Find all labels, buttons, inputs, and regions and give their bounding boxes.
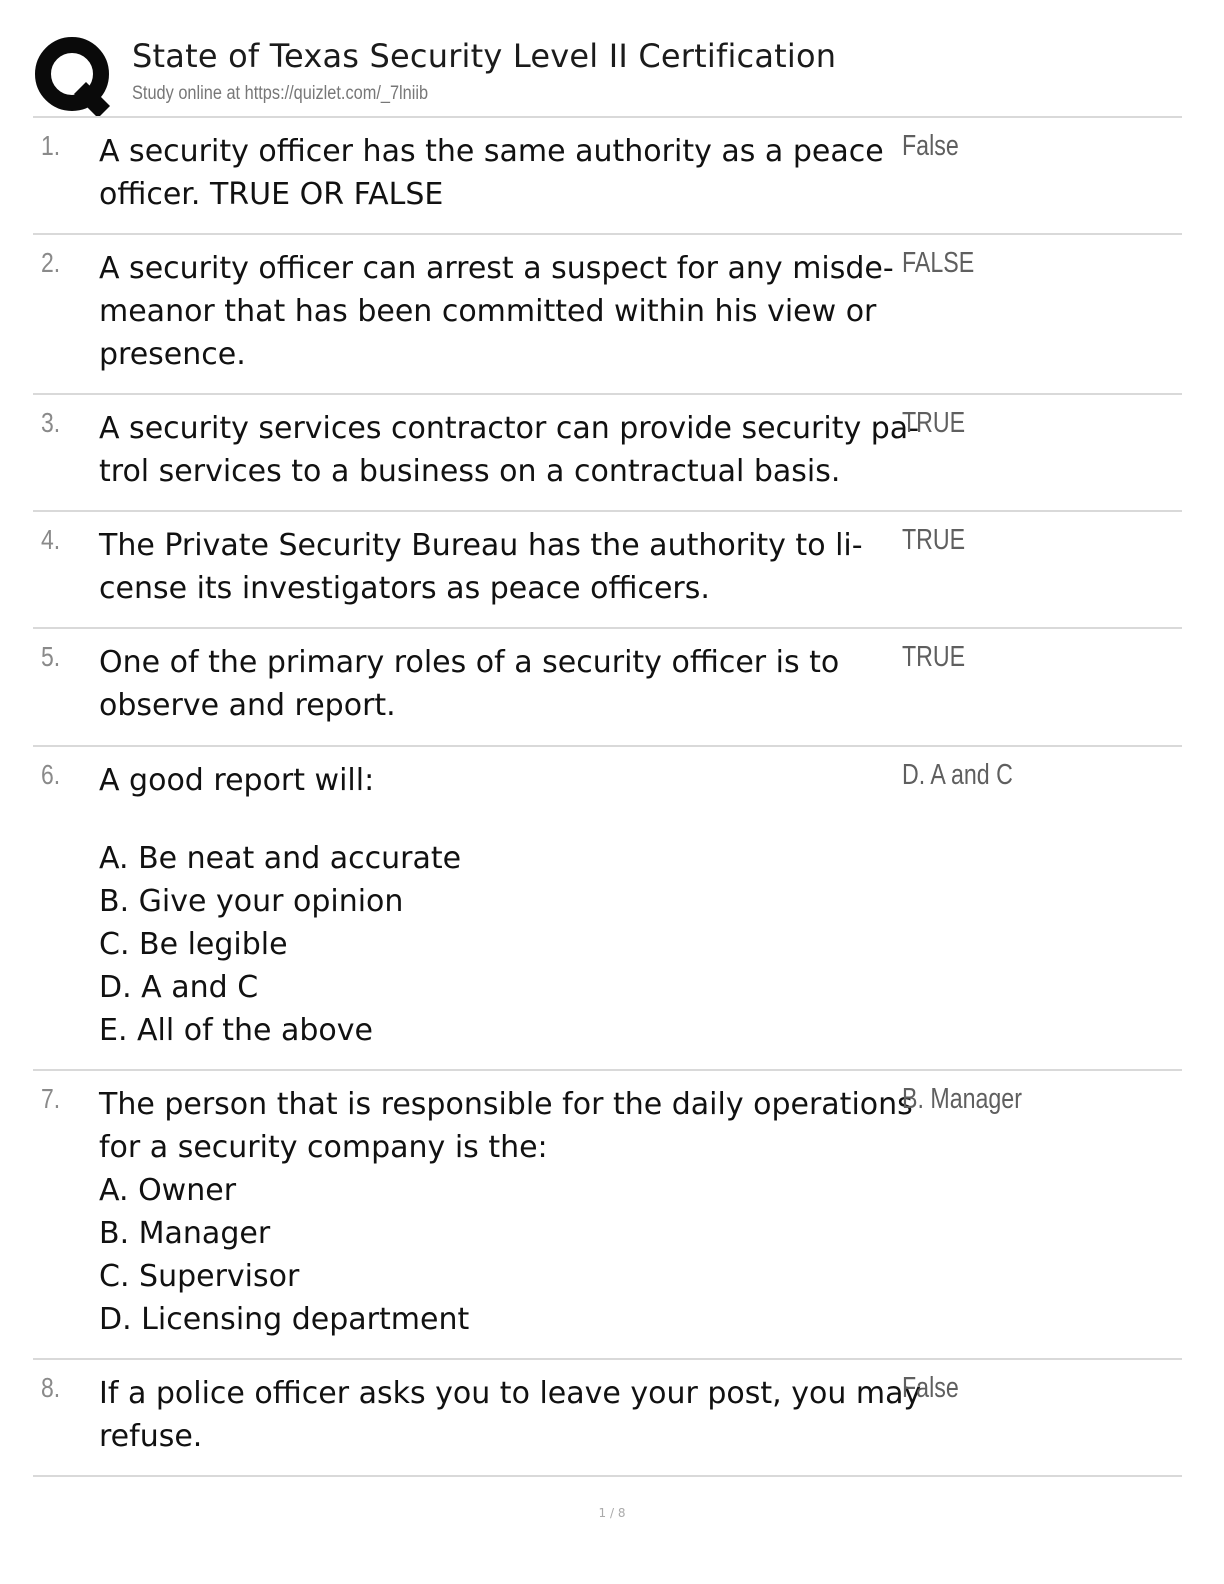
document-title: State of Texas Security Level II Certification	[132, 37, 837, 75]
question-number: 6.	[41, 759, 61, 790]
question-text	[99, 1083, 913, 1341]
answer-text: TRUE	[902, 641, 966, 673]
question-option: C. Supervisor	[99, 1259, 300, 1294]
question-number: 8.	[41, 1372, 61, 1403]
answer-text: False	[902, 1372, 959, 1404]
question-text	[99, 1372, 922, 1458]
question-number: 7.	[41, 1083, 61, 1114]
question-divider	[33, 627, 1182, 629]
header-divider	[33, 116, 1182, 118]
answer-text: False	[902, 130, 959, 162]
question-line: A security services contractor can provide security pa-	[99, 411, 920, 446]
answer-text: D. A and C	[902, 759, 1013, 791]
document-header	[34, 30, 1182, 116]
question-line: A security officer can arrest a suspect for any misde-	[99, 251, 894, 286]
answer-text: TRUE	[902, 524, 966, 556]
question-text	[99, 407, 920, 493]
question-option: B. Manager	[99, 1216, 271, 1251]
question-divider	[33, 1475, 1182, 1477]
question-divider	[33, 233, 1182, 235]
question-option: A. Be neat and accurate	[99, 841, 462, 876]
question-line: One of the primary roles of a security officer is to	[99, 645, 840, 680]
question-line: for a security company is the:	[99, 1130, 548, 1165]
question-option: C. Be legible	[99, 927, 288, 962]
question-divider	[33, 393, 1182, 395]
question-text	[99, 247, 909, 376]
question-option: B. Give your opinion	[99, 884, 404, 919]
question-text	[99, 641, 909, 727]
question-number: 2.	[41, 247, 61, 278]
question-line: officer. TRUE OR FALSE	[99, 177, 444, 212]
quizlet-q-logo-icon	[34, 36, 114, 116]
study-online-link[interactable]: Study online at https://quizlet.com/_7lniib	[132, 83, 429, 104]
question-divider	[33, 1358, 1182, 1360]
question-line: The person that is responsible for the daily operations	[99, 1087, 913, 1122]
answer-text: B. Manager	[902, 1083, 1022, 1115]
question-divider	[33, 510, 1182, 512]
question-line: trol services to a business on a contractual basis.	[99, 454, 841, 489]
question-line: observe and report.	[99, 688, 396, 723]
page-number: 1 / 8	[598, 1506, 626, 1520]
question-line: A good report will:	[99, 763, 375, 798]
question-line: cense its investigators as peace officers.	[99, 571, 710, 606]
answer-text: FALSE	[902, 247, 975, 279]
question-number: 3.	[41, 407, 61, 438]
question-line: presence.	[99, 337, 246, 372]
question-line: refuse.	[99, 1419, 203, 1454]
blank-line	[99, 802, 909, 837]
question-divider	[33, 1069, 1182, 1071]
question-line: meanor that has been committed within his view or	[99, 294, 877, 329]
question-number: 1.	[41, 130, 61, 161]
answer-text: TRUE	[902, 407, 966, 439]
question-number: 4.	[41, 524, 61, 555]
question-number: 5.	[41, 641, 61, 672]
question-option: D. A and C	[99, 970, 259, 1005]
question-line: If a police officer asks you to leave your post, you may	[99, 1376, 922, 1411]
question-line: The Private Security Bureau has the authority to li-	[99, 528, 863, 563]
question-text	[99, 524, 909, 610]
question-option: D. Licensing department	[99, 1302, 470, 1337]
question-option: A. Owner	[99, 1173, 237, 1208]
question-text	[99, 130, 909, 216]
question-line: A security officer has the same authority as a peace	[99, 134, 884, 169]
question-text	[99, 759, 909, 1052]
question-divider	[33, 745, 1182, 747]
question-option: E. All of the above	[99, 1013, 373, 1048]
